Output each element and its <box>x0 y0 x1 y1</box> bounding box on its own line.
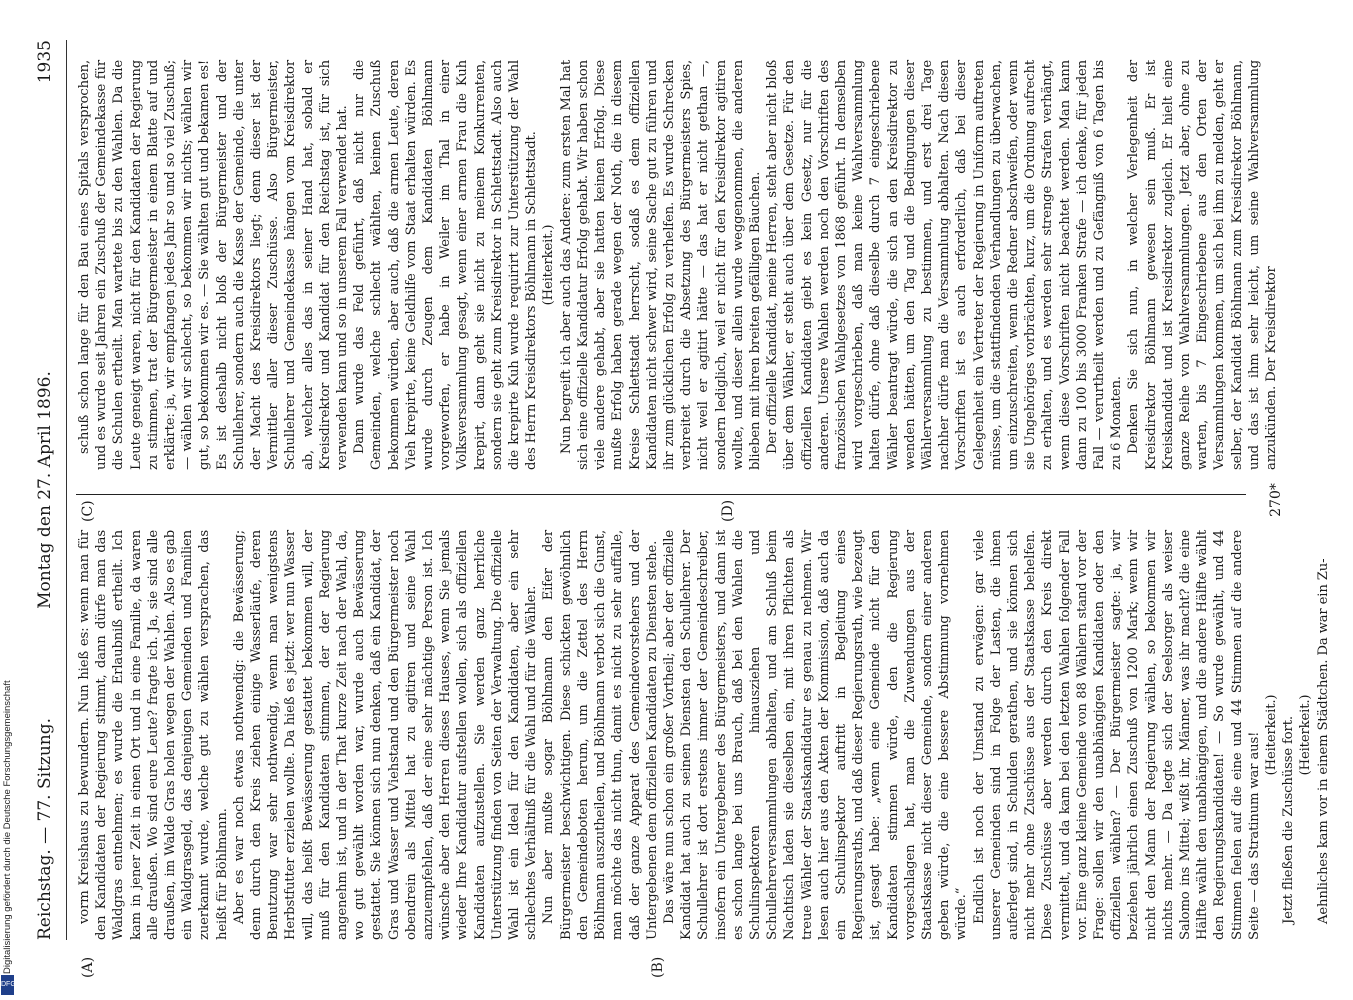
paragraph: Aehnliches kam vor in einem Städtchen. Da war ein Zu- <box>1315 558 1331 924</box>
paragraph: Aber es war noch etwas nothwendig: die Bewässerung; denn durch den Kreis ziehen einige Wasserläufe, deren Benutzung war sehr nothwendig, wenn man wenigstens Herbstfutter erzielen wollte. Da hieß es jetzt: wer nun Wasser will, das heißt Bewässerung gestattet bekommen will, der muß für den Kandidaten stimmen, der der Regierung angenehm ist, und in der That kurze Zeit nach der Wahl, da, wo gut gewählt worden war, wurde auch Bewässerung gestattet. Sie können sich nun denken, daß ein Kandidat, der Gras und Wasser und Viehstand und den Bürgermeister noch obendrein als Mittel hat zu agitiren und seine Wahl anzuempfehlen, daß der eine sehr mächtige Person ist. Ich wünsche aber den Herren dieses Hauses, wenn Sie jemals wieder Ihre Kandidatur aufstellen wollen, sich als offiziellen Kandidaten aufzustellen. Sie werden ganz herrliche Unterstützung finden von Seiten der Verwaltung. Die offizielle Wahl ist ein Ideal für den Kandidaten, aber ein sehr schlechtes Verhältniß für die Wahl und für die Wähler. <box>231 530 540 940</box>
margin-mark-c: (C) <box>80 500 96 522</box>
paragraph: Jetzt fließen die Zuschüsse fort. <box>1281 716 1297 924</box>
paragraph: Denken Sie sich nun, in welcher Verlegenheit der Kreisdirektor Böhlmann gewesen sein muß. Er ist Kreiskandidat und ist Kreisdirektor zugleich. Er hielt eine ganze Reihe von Wahlversammlungen. Jetzt aber, ohne zu warten, bis 7 Eingeschriebene aus den Orten der Versammlungen kommen, um sich bei ihm zu melden, geht er selber, der Kandidat Böhlmann zum Kreisdirektor Böhlmann, und das ist ihm sehr leicht, um seine Wahlversammlung anzukünden. Der Kreisdirektor <box>1126 60 1280 470</box>
interjection: (Heiterkeit.) <box>1298 694 1314 776</box>
header-page-number: 1935 <box>35 40 55 84</box>
paragraph: Das wäre nun schon ein großer Vortheil; aber der offizielle Kandidat hat auch zu seinen Diensten den Schullehrer. Der Schullehrer ist dort erstens immer der Gemeindeschreiber, insofern ein Untergebener des Bürgermeisters, und dann ist es schon lange bei uns Brauch, daß bei den Wahlen die Schulinspektoren hinausziehen und Schullehrerversammlungen abhalten, und am Schluß beim Nachtisch laden sie dieselben ein, mit ihren Pflichten als treue Wähler der Staatskandidatur es genau zu nehmen. Wir lesen auch hier aus den Akten der Kommission, daß auch da ein Schulinspektor auftritt in Begleitung eines Regierungsraths, und daß dieser Regierungsrath, wie bezeugt ist, gesagt habe: „wenn eine Gemeinde nicht für den Kandidaten stimmen würde, den die Regierung vorgeschlagen hat, man die Zuwendungen aus der Staatskasse nicht dieser Gemeinde, sondern einer anderen geben würde, die eine bessere Abstimmung vornehmen würde.“ <box>661 530 970 940</box>
paragraph: Endlich ist noch der Umstand zu erwägen: gar viele unserer Gemeinden sind in Folge der Lasten, die ihnen auferlegt sind, in Schulden gerathen, und sie können sich nicht mehr ohne Zuschüsse aus der Staatskasse behelfen. Diese Zuschüsse aber werden durch den Kreis direkt vermittelt, und da kam bei den letzten Wahlen folgender Fall vor. Eine ganz kleine Gemeinde von 88 Wählern stand vor der Frage: sollen wir den unabhängigen Kandidaten oder den offiziellen wählen? — Der Bürgermeister sagte: ja, wir beziehen jährlich einen Zuschuß von 1200 Mark; wenn wir nicht den Mann der Regierung wählen, so bekommen wir nichts mehr. — Da legte sich der Seelsorger als weiser Salomo ins Mittel; wißt ihr, Männer, was ihr macht? die eine Hälfte wählt den unabhängigen, und die andere Hälfte wählt den Regierungskandidaten! — So wurde gewählt, und 44 Stimmen fielen auf die eine und 44 Stimmen auf die andere Seite — das Stratinum war aus! <box>971 530 1262 940</box>
digitization-credit <box>1 606 15 996</box>
column-divider <box>76 494 1246 495</box>
header-rule <box>66 40 67 940</box>
header-left: Reichstag. — 77. Sitzung. <box>35 717 55 940</box>
paragraph: Dann wurde das Feld geführt, daß nicht nur die Gemeinden, welche schlecht wählten, keinen Zuschuß bekommen würden, aber auch, daß die armen Leute, deren Vieh krepirte, keine Geldhilfe vom Staat erhalten würden. Es wurde durch Zeugen dem Kandidaten Böhlmann vorgeworfen, er habe in Weiler im Thal in einer Volksversammlung gesagt, wenn einer armen Frau die Kuh krepirt, dann geht sie nicht zu meinem Konkurrenten, sondern sie geht zum Kreisdirektor in Schlettstadt. Also auch die krepirte Kuh wurde requirirt zur Unterstützung der Wahl des Herrn Kreisdirektors Böhlmann in Schlettstadt. <box>352 60 540 470</box>
page-footer-number: 270* <box>1268 483 1284 517</box>
paragraph: Der offizielle Kandidat, meine Herren, steht aber nicht bloß über dem Wähler, er steht auch über dem Gesetze. Für den offiziellen Kandidaten giebt es kein Gesetz, nur für die anderen. Unsere Wahlen werden noch den Vorschriften des französischen Wahlgesetzes von 1868 geführt. In demselben wird vorgeschrieben, daß man keine Wahlversammlung halten dürfe, ohne daß dieselbe durch 7 eingeschriebene Wähler beantragt würde, die sich an den Kreisdirektor zu wenden hätten, um den Tag und die Bedingungen dieser Wählerversammlung zu bestimmen, und erst drei Tage nachher dürfe man die Versammlung abhalten. Nach diesen Vorschriften ist es auch erforderlich, daß bei dieser Gelegenheit ein Vertreter der Regierung in Uniform auftreten müsse, um die stattfindenden Verhandlungen zu überwachen, um einzuschreiten, wenn die Redner abschweifen, oder wenn sie Ungehöriges vorbrächten, kurz, um die Ordnung aufrecht zu erhalten, und es werden sehr strenge Strafen verhängt, wenn diese Vorschriften nicht beachtet werden. Man kann dann zu 100 bis 3000 Franken Strafe — ich denke, für jeden Fall — verurtheilt werden und zu Gefängniß von 6 Tagen bis zu 6 Monaten. <box>765 60 1125 470</box>
credit-text: Digitalisierung gefördert durch die Deutsche Forschungsgemeinschaft <box>2 680 13 974</box>
paragraph: schuß schon lange für den Bau eines Spitals versprochen, und es wurde seit Jahren ein Zuschuß der Gemeindekasse für die Schulen ertheilt. Man wartete bis zu den Wahlen. Da die Leute geneigt waren, nicht für den Kandidaten der Regierung zu stimmen, trat der Bürgermeister in einem Blatte auf und erklärte: ja, wir empfangen jedes Jahr so und so viel Zuschuß; — wählen wir schlecht, so bekommen wir nichts; wählen wir gut, so bekommen wir es. — Sie wählten gut und bekamen es! Es ist deshalb nicht bloß der Bürgermeister und der Schullehrer, sondern auch die Kasse der Gemeinde, die unter der Macht des Kreisdirektors liegt; denn dieser ist der Vermittler aller dieser Zuschüsse. Also Bürgermeister, Schullehrer und Gemeindekasse hängen vom Kreisdirektor ab, welcher alles das in seiner Hand hat, sobald er Kreisdirektor und Kandidat für den Reichstag ist, für sich verwenden kann und so in unserem Fall verwendet hat. <box>77 60 351 470</box>
paragraph: Nun aber mußte sogar Böhlmann den Eifer der Bürgermeister beschwichtigen. Diese schickten gewöhnlich den Gemeindeboten herum, um die Zettel des Herrn Böhlmann auszutheilen, und Böhlmann verbot sich die Gunst, man möchte das nicht thun, damit es nicht zu sehr auffalle, daß der ganze Apparat des Gemeindevorstehers und der Untergebenen dem offiziellen Kandidaten zu Diensten stehe. <box>541 530 660 940</box>
paragraph: Nun begreift ich aber auch das Andere: zum ersten Mal hat sich eine offizielle Kandidatur Erfolg gehabt. Wir haben schon viele andere gehabt, aber sie hatten keinen Erfolg. Diese mußte Erfolg haben gerade wegen der Noth, die in diesem Kreise Schlettstadt herrscht, sodaß es dem offiziellen Kandidaten nicht schwer wird, seine Sache gut zu führen und ihr zum glücklichen Erfolg zu verhelfen. Es wurde Schrecken verbreitet durch die Absetzung des Bürgermeisters Spies, nicht weil er agitirt hätte — das hat er nicht gethan —, sondern lediglich, weil er nicht für den Kreisdirektor agitiren wollte, und dieser allein wurde weggenommen, die anderen blieben mit ihren breiten gefälligen Bäuchen. <box>558 60 763 470</box>
margin-mark-b: (B) <box>650 956 666 978</box>
interjection: (Heiterkeit.) <box>1264 694 1280 776</box>
interjection: (Heiterkeit.) <box>541 224 557 306</box>
page-header <box>30 40 60 940</box>
dfg-logo: DFG <box>1 975 14 995</box>
paragraph: vorm Kreishaus zu bewundern. Nun hieß es: wenn man für den Kandidaten der Regierung stimmt, dann dürfe man das Waldgras entnehmen; es wurde die Erlaubniß ertheilt. Ich kam in jener Zeit in einen Ort und in eine Familie, da waren alle draußen. Wo sind eure Leute? fragte ich. Ja, sie sind alle draußen, im Walde Gras holen wegen der Wahlen. Also es gab ein Waldgrasgeld, das denjenigen Gemeinden und Familien zuerkannt wurde, welche gut zu wählen versprachen, das heißt für Böhlmann. <box>77 530 230 940</box>
margin-mark-d: (D) <box>720 499 736 522</box>
margin-mark-a: (A) <box>80 956 96 978</box>
text-column-right <box>76 60 1280 470</box>
header-date: Montag den 27. April 1896. <box>35 371 55 609</box>
text-column-left <box>76 530 1331 940</box>
